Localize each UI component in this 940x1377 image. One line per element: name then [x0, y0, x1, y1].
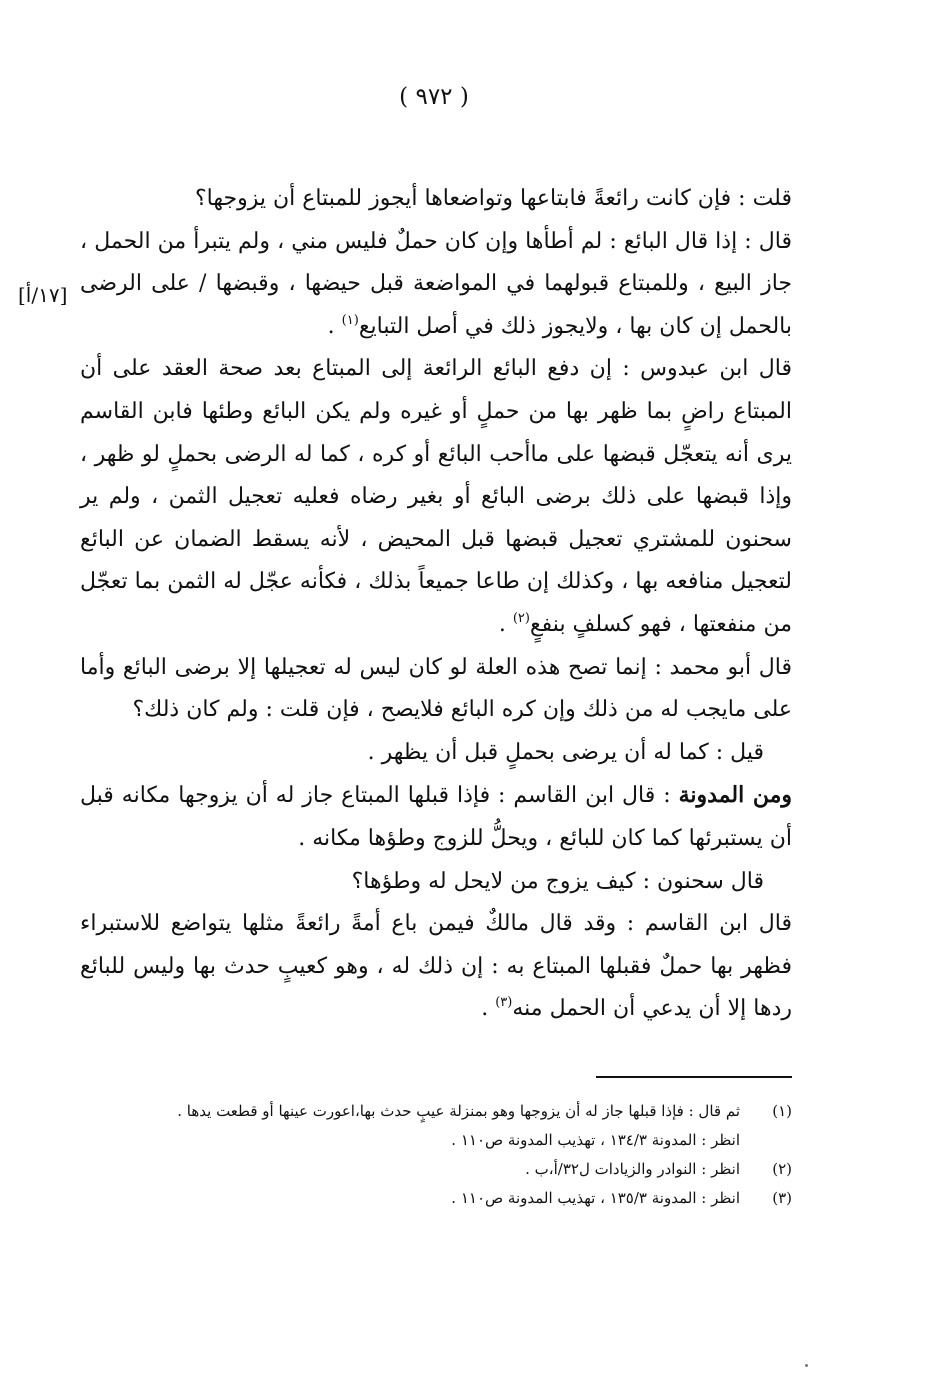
footnote-3 [82, 1184, 792, 1213]
paragraph-7: قال سحنون : كيف يزوج من لايحل له وطؤها؟ [351, 868, 764, 894]
paragraph-5: قيل : كما له أن يرضى بحملٍ قبل أن يظهر . [367, 739, 764, 765]
footnote-text: ثم قال : فإذا قبلها جاز له أن يزوجها وهو بمنزلة عيبٍ حدث بها،اعورت عينها أو قطعت يدها . [177, 1102, 740, 1120]
footnote-1-reference: انظر : المدونة ١٣٤/٣ ، تهذيب المدونة ص١١٠ . [451, 1131, 740, 1149]
paragraph-2: قال : إذا قال البائع : لم أطأها وإن كان حملٌ فليس مني ، ولم يتبرأ من الحمل ، جاز البيع ، وللمبتاع قبولهما في المواضعة قبل حيضها ، وقبضها / على الرضى بالحمل إن كان بها ، ولايجوز ذلك في أصل التبايع$^{(١)}$ . [80, 228, 792, 339]
footnote-text: انظر : المدونة ١٣٥/٣ ، تهذيب المدونة ص١١٠ . [451, 1189, 740, 1207]
footnote-1 [82, 1097, 792, 1126]
footnote-separator [596, 1076, 792, 1078]
source-heading: ومن المدونة [678, 782, 792, 809]
main-text [80, 178, 792, 1031]
paragraph-8: قال ابن القاسم : وقد قال مالكٌ فيمن باع أمةً رائعةً مثلها يتواضع للاستبراء فظهر بها حملٌ فقبلها المبتاع به : إن ذلك له ، وهو كعيبٍ حدث بها وليس للبائع ردها إلا أن يدعي أن الحمل منه$^{(٣)}$ . [80, 911, 792, 1022]
footnotes [82, 1097, 792, 1213]
footnote-2 [82, 1155, 792, 1184]
paragraph-4: قال أبو محمد : إنما تصح هذه العلة لو كان ليس له تعجيلها إلا برضى البائع وأما على مايجب له من ذلك وإن كره البائع فلايصح ، فإن قلت : ولم كان ذلك؟ [80, 654, 792, 723]
footnote-number: (٣) [772, 1189, 792, 1207]
footnote-marker-3: (٣) [495, 995, 513, 1011]
paragraph-3: قال ابن عبدوس : إن دفع البائع الرائعة إلى المبتاع بعد صحة العقد على أن المبتاع راضٍ بما ظهر بها من حملٍ أو غيره ولم يكن البائع وطئها فابن القاسم يرى أنه يتعجّل قبضها على ماأحب البائع أو كره ، كما له الرضى بحملٍ لو ظهر ، وإذا قبضها على ذلك برضى البائع أو بغير رضاه فعليه تعجيل الثمن ، ولم ير سحنون للمشتري تعجيل قبضها قبل المحيض ، لأنه يسقط الضمان عن البائع لتعجيل منافعه بها ، وكذلك إن طاعا جميعاً بذلك ، فكأنه عجّل له الثمن بما تعجّل من منفعتها ، فهو كسلفٍ بنفعٍ$^{(٢)}$ . [80, 356, 792, 637]
scan-speck [805, 1364, 808, 1367]
footnote-marker-2: (٢) [512, 610, 530, 626]
manuscript-folio-reference: [١٧/أ] [18, 283, 68, 307]
footnote-marker-1: (١) [341, 312, 359, 328]
footnote-text: انظر : النوادر والزيادات ل٣٢/أ،ب . [525, 1160, 740, 1178]
footnote-number: (٢) [772, 1160, 792, 1178]
paragraph-1: قلت : فإن كانت رائعةً فابتاعها وتواضعاها أيجوز للمبتاع أن يزوجها؟ [195, 186, 792, 211]
footnote-number: (١) [772, 1102, 792, 1120]
paragraph-6: ومن المدونة : قال ابن القاسم : فإذا قبلها المبتاع جاز له أن يزوجها مكانه قبل أن يستبرئها كما كان للبائع ، ويحلُّ للزوج وطؤها مكانه . [80, 782, 792, 851]
page-number: ( ٩٧٢ ) [399, 84, 469, 110]
